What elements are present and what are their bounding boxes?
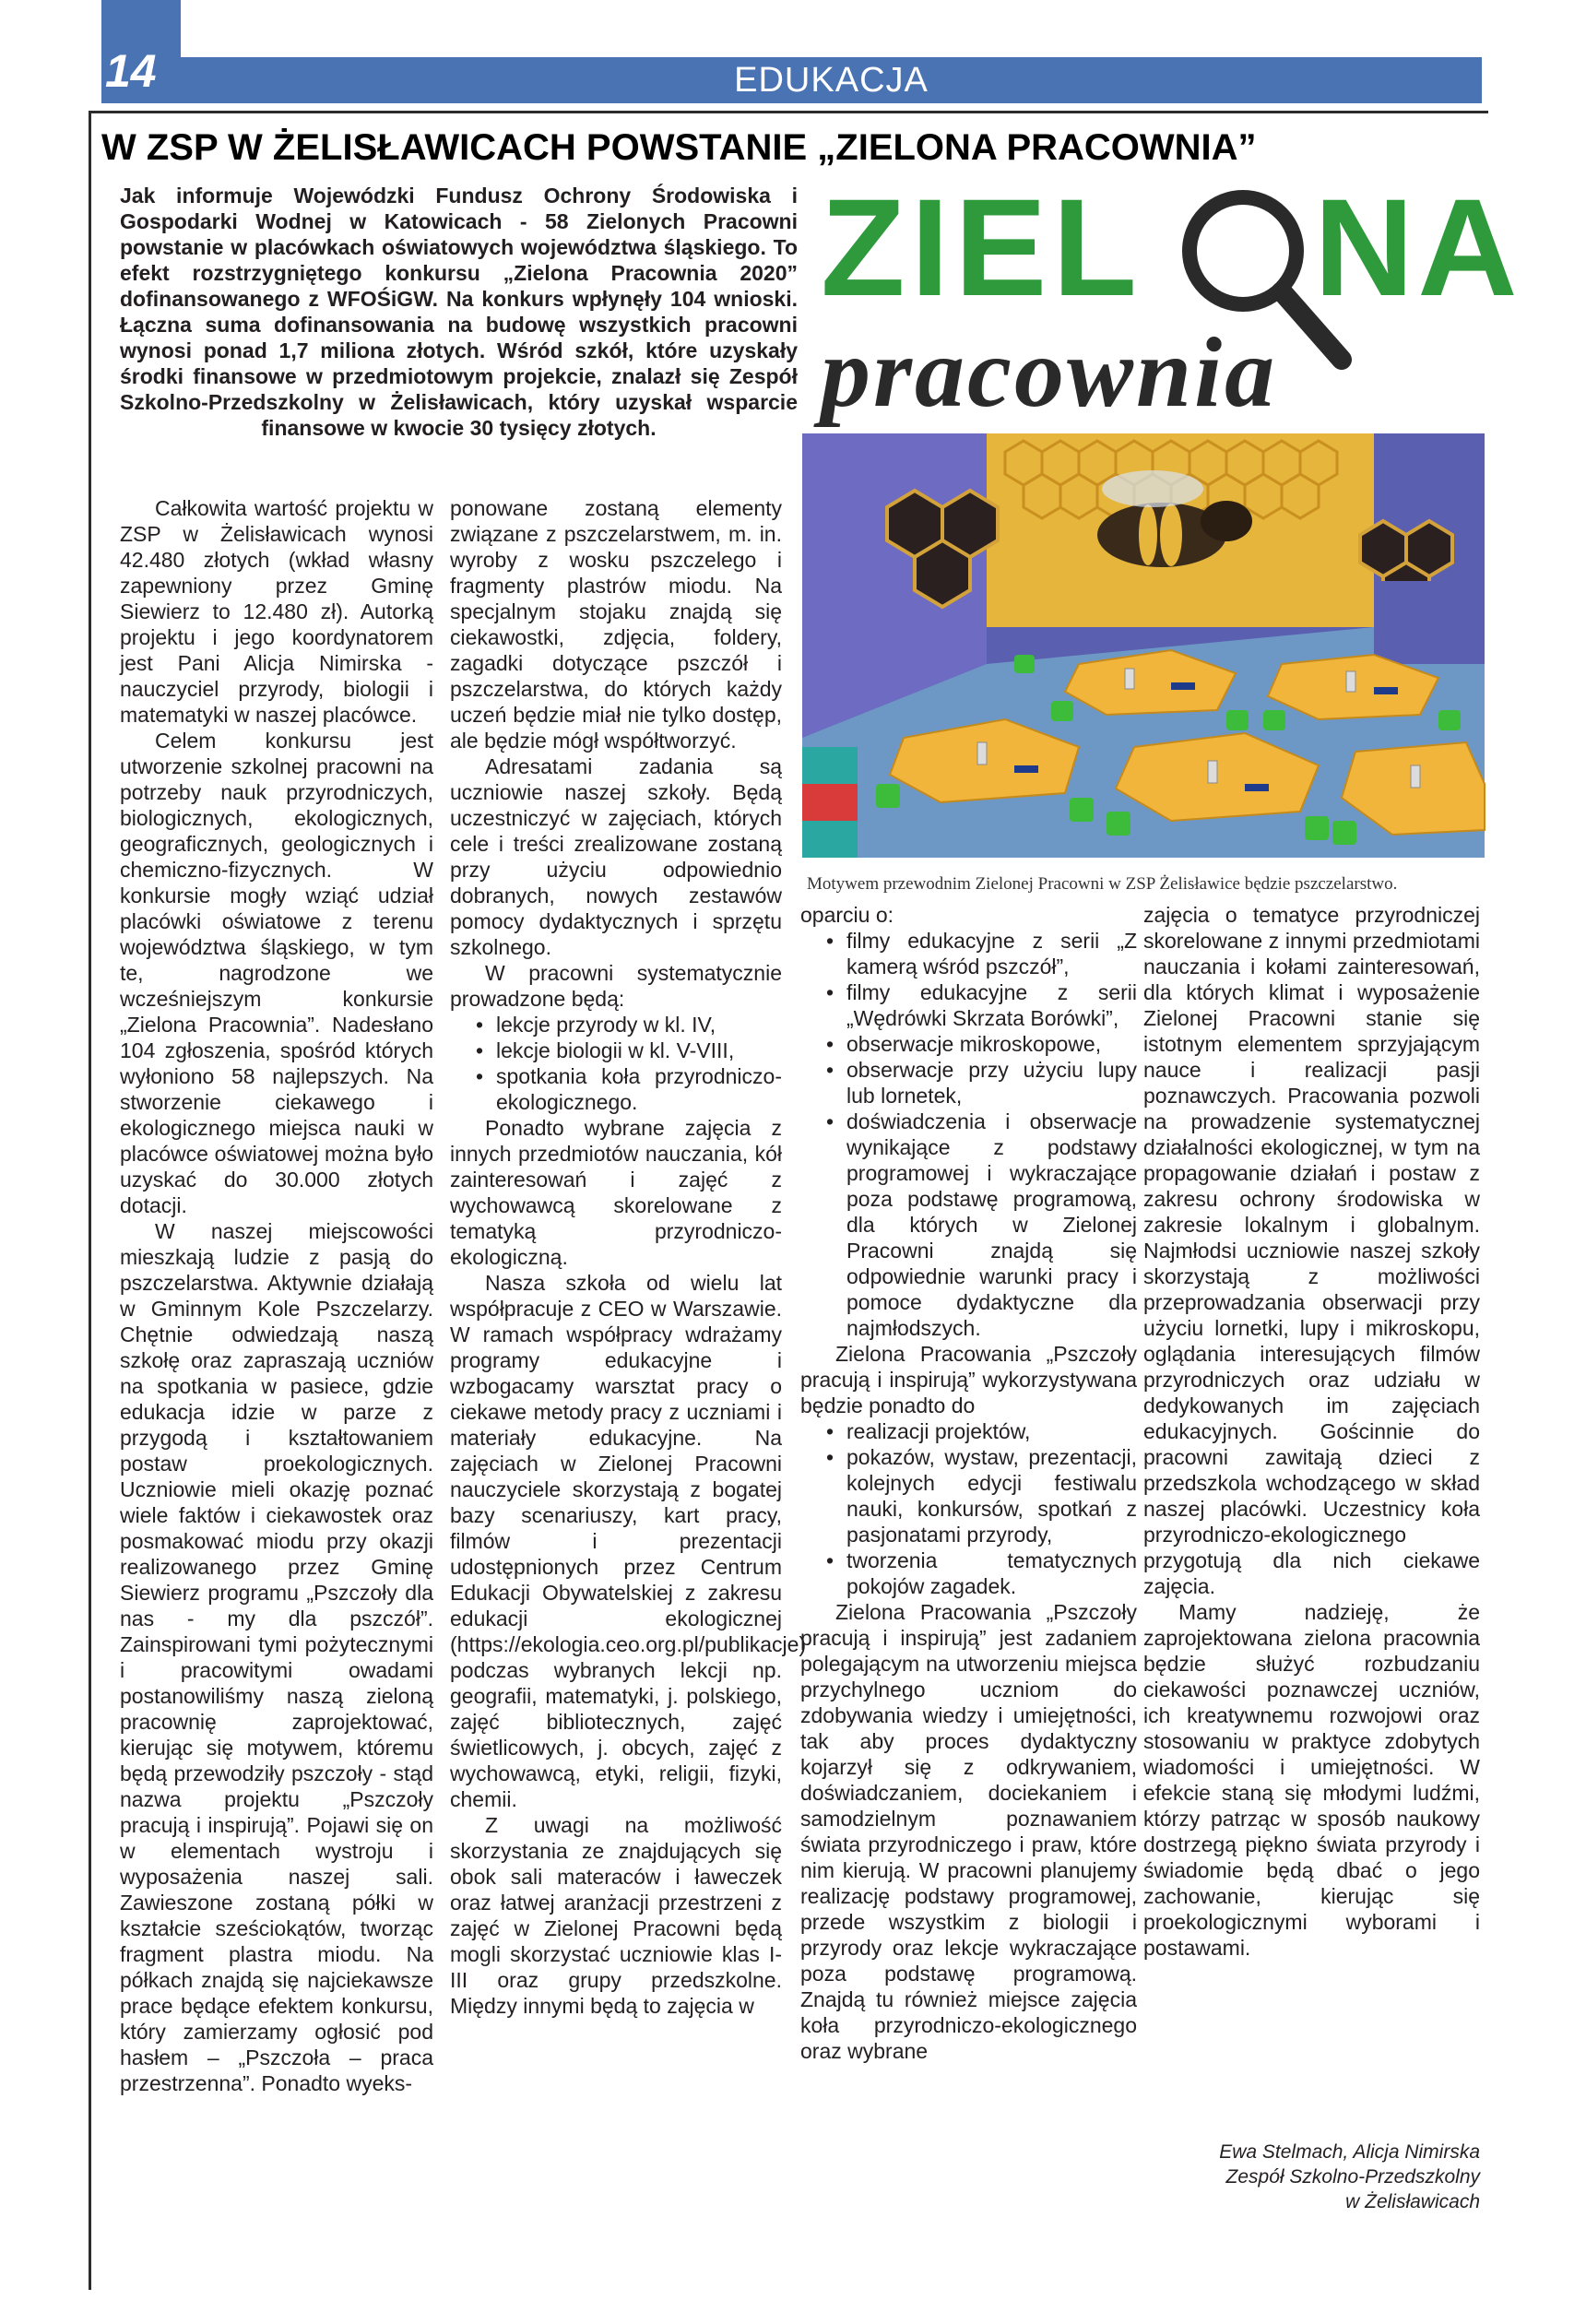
- photo-caption: Motywem przewodnim Zielonej Pracowni w ZSP Żelisławice będzie pszczelarstwo.: [807, 874, 1398, 894]
- paragraph: Celem konkursu jest utworzenie szkolnej pracowni na potrzeby nauk przyrodniczych, biologicznych, ekologicznych, geograficznych, geologicznych i chemiczno-fizycznych. W konkursie mogły wziąć udział placówki oświatowe z terenu województwa śląskiego, w tym te, nagrodzone we wcześniejszym konkursie „Zielona Pracownia”. Nadesłano 104 zgłoszenia, spośród których wyłoniono 58 najlepszych. Na stworzenie ciekawego i ekologicznego miejsca nauki w placówce oświatowej można było uzyskać do 30.000 złotych dotacji.: [120, 729, 433, 1217]
- list-item: • pokazów, wystaw, prezentacji, kolejnych edycji festiwalu nauki, konkursów, spotkań z pasjonatami przyrody,: [846, 1444, 1137, 1547]
- lessons-list: [450, 1012, 782, 1115]
- list-item: • lekcje przyrody w kl. IV,: [496, 1012, 782, 1038]
- activities-list: [800, 928, 1137, 1341]
- article-title: W ZSP W ŻELISŁAWICACH POWSTANIE „ZIELONA PRACOWNIA”: [101, 127, 1257, 168]
- zielona-pracownia-logo: [802, 170, 1521, 429]
- author-place: w Żelisławicach: [1345, 2191, 1480, 2212]
- paragraph: oparciu o:: [800, 903, 894, 927]
- author-signature: [1143, 2140, 1480, 2214]
- paragraph: Mamy nadzieję, że zaprojektowana zielona pracownia będzie służyć rozbudzaniu ciekawości poznawczej uczniów, ich kreatywnemu rozwojowi oraz stosowaniu w praktyce zdobytych wiadomości i umiejętności. W efekcie staną się młodymi ludźmi, którzy patrząc w sposób naukowy dostrzegą piękno świata przyrody i świadomie będą dbać o jego zachowanie, kierując się proekologicznymi wyborami i postawami.: [1143, 1600, 1480, 1960]
- paragraph: Zielona Pracowania „Pszczoły pracują i inspirują” wykorzystywana będzie ponadto do: [800, 1342, 1137, 1417]
- list-item: • realizacji projektów,: [846, 1418, 1137, 1444]
- logo-word-na: NA: [1314, 170, 1521, 325]
- paragraph: zajęcia o tematyce przyrodniczej skorelowane z innymi przedmiotami nauczania i kołami zainteresowań, dla których klimat i wyposażenie Zielonej Pracowni stanie się istotnym elementem sprzyjającym nauce i realizacji pasji poznawczych. Pracowania pozwoli na prowadzenie systematycznej działalności ekologicznej, w tym na propagowanie działań i postaw z zakresu ochrony środowiska w zakresie lokalnym i globalnym. Najmłodsi uczniowie naszej szkoły skorzystają z możliwości przeprowadzania obserwacji przy użyciu lornetki, lupy i mikroskopu, oglądania interesujących filmów przyrodniczych oraz udziału w dedykowanych im zajęciach edukacyjnych. Gościnnie do pracowni zawitają dzieci z przedszkola wchodzącego w skład naszej placówki. Uczestnicy koła przyrodniczo-ekologicznego przygotują dla nich ciekawe zajęcia.: [1143, 903, 1480, 1598]
- list-item: • obserwacje przy użyciu lupy lub lornetek,: [846, 1057, 1137, 1109]
- column-1: [120, 495, 433, 2096]
- list-item: • filmy edukacyjne z serii „Wędrówki Skrzata Borówki”,: [846, 979, 1137, 1031]
- paragraph: W naszej miejscowości mieszkają ludzie z pasją do pszczelarstwa. Aktywnie działają w Gminnym Kole Pszczelarzy. Chętnie odwiedzają naszą szkołę oraz zapraszają uczniów na spotkania w pasiece, gdzie edukacja idzie w parze z przygodą i kształtowaniem postaw proekologicznych. Uczniowie mieli okazję poznać wiele faktów i ciekawostek oraz posmakować miodu przy okazji realizowanego przez Gminę Siewierz programu „Pszczoły dla nas - my dla pszczół”. Zainspirowani tymi pożytecznymi i pracowitymi owadami postanowiliśmy naszą zieloną pracownię zaprojektować, kierując się motywem, któremu będą przewodziły pszczoły - stąd nazwa projektu „Pszczoły pracują i inspirują”. Pojawi się on w elementach wystroju i wyposażenia naszej sali. Zawieszone zostaną półki w kształcie sześciokątów, tworząc fragment plastra miodu. Na półkach znajdą się najciekawsze prace będące efektem konkursu, który zamierzamy ogłosić pod hasłem – „Pszczoła – praca przestrzenna”. Ponadto wyeks-: [120, 1219, 433, 2095]
- paragraph: ponowane zostaną elementy związane z pszczelarstwem, m. in. wyroby z wosku pszczelego i fragmenty plastrów miodu. Na specjalnym stojaku znajdą się ciekawostki, zdjęcia, foldery, zagadki dotyczące pszczół i pszczelarstwa, do których każdy uczeń będzie miał nie tylko dostęp, ale będzie mógł współtworzyć.: [450, 496, 782, 753]
- paragraph: Ponadto wybrane zajęcia z innych przedmiotów nauczania, kół zainteresowań i zajęć z wychowawcą skorelowane z tematyką przyrodniczo-ekologiczną.: [450, 1116, 782, 1269]
- column-2: [450, 495, 807, 2019]
- list-item: • obserwacje mikroskopowe,: [846, 1031, 1137, 1057]
- list-item: • doświadczenia i obserwacje wynikające z podstawy programowej i wykraczające poza podstawę programową, dla których w Zielonej Pracowni znajdą się odpowiednie warunki pracy i pomoce dydaktyczne dla najmłodszych.: [846, 1109, 1137, 1341]
- paragraph: Adresatami zadania są uczniowie naszej szkoły. Będą uczestniczyć w zajęciach, których cele i treści zrealizowane zostaną przy użyciu odpowiednio dobranych, nowych zestawów pomocy dydaktycznych i sprzętu szkolnego.: [450, 754, 782, 959]
- storage-boxes: [802, 747, 858, 858]
- list-item: • filmy edukacyjne z serii „Z kamerą wśród pszczół”,: [846, 928, 1137, 979]
- author-names: Ewa Stelmach, Alicja Nimirska: [1219, 2141, 1480, 2163]
- logo-word-pracownia: pracownia: [821, 318, 1278, 428]
- article-lead: Jak informuje Wojewódzki Fundusz Ochrony Środowiska i Gospodarki Wodnej w Katowicach - 58 Zielonych Pracowni powstanie w placówkach oświatowych województwa śląskiego. To efekt rozstrzygniętego konkursu „Zielona Pracownia 2020” dofinansowanego z WFOŚiGW. Na konkurs wpłynęły 104 wnioski. Łączna suma dofinansowania na budowę wszystkich pracowni wynosi ponad 1,7 miliona złotych. Wśród szkół, które uzyskały środki finansowe w przedmiotowym projekcie, znalazł się Zespół Szkolno-Przedszkolny w Żelisławicach, który uzyskał wsparcie finansowe w kwocie 30 tysięcy złotych.: [120, 184, 798, 440]
- paragraph: W pracowni systematycznie prowadzone będą:: [450, 961, 782, 1011]
- uses-list: [800, 1418, 1137, 1599]
- paragraph: Całkowita wartość projektu w ZSP w Żelisławicach wynosi 42.480 złotych (wkład własny zapewniony przez Gminę Siewierz to 12.480 zł). Autorką projektu i jego koordynatorem jest Pani Alicja Nimirska - nauczyciel przyrody, biologii i matematyki w naszej placówce.: [120, 496, 433, 727]
- page-number: 14: [105, 45, 157, 97]
- paragraph: Zielona Pracowania „Pszczoły pracują i inspirują” jest zadaniem polegającym na utworzeniu miejsca przychylnego uczniom do zdobywania wiedzy i umiejętności, tak aby proces dydaktyczny kojarzył się z odkrywaniem, doświadczaniem, dociekaniem i samodzielnym poznawaniem świata przyrodniczego i praw, które nim kierują. W pracowni planujemy realizację podstawy programowej, przede wszystkim z biologii i przyrody oraz lekcje wykraczające poza podstawę programową. Znajdą tu również miejsce zajęcia koła przyrodniczo-ekologicznego oraz wybrane: [800, 1600, 1137, 2063]
- section-label: EDUKACJA: [734, 61, 929, 100]
- logo-word-ziel: ZIEL: [821, 170, 1142, 325]
- column-4: [1143, 902, 1480, 1961]
- author-school: Zespół Szkolno-Przedszkolny: [1225, 2166, 1480, 2188]
- classroom-photo: [802, 433, 1485, 858]
- paragraph: Nasza szkoła od wielu lat współpracuje z CEO w Warszawie. W ramach współpracy wdrażamy programy edukacyjne i wzbogacamy warsztat pracy o ciekawe metody pracy z uczniami i materiały edukacyjne. Na zajęciach w Zielonej Pracowni nauczyciele skorzystają z bogatej bazy scenariuszy, kart pracy, filmów i prezentacji udostępnionych przez Centrum Edukacji Obywatelskiej z zakresu edukacji ekologicznej (https://ekologia.ceo.org.pl/publikacje) podczas wybranych lekcji np. geografii, matematyki, j. polskiego, zajęć bibliotecznych, zajęć świetlicowych, j. obcych, zajęć z wychowawcą, etyki, religii, fizyki, chemii.: [450, 1271, 807, 1811]
- list-item: • lekcje biologii w kl. V-VIII,: [496, 1038, 782, 1063]
- column-3: [800, 902, 1137, 2064]
- list-item: • tworzenia tematycznych pokojów zagadek.: [846, 1547, 1137, 1599]
- paragraph: Z uwagi na możliwość skorzystania ze znajdujących się obok sali materaców i ławeczek oraz łatwej aranżacji przestrzeni z zajęć w Zielonej Pracowni będą mogli skorzystać uczniowie klas I-III oraz grupy przedszkolne. Między innymi będą to zajęcia w: [450, 1813, 782, 2018]
- list-item: • spotkania koła przyrodniczo-ekologicznego.: [496, 1063, 782, 1115]
